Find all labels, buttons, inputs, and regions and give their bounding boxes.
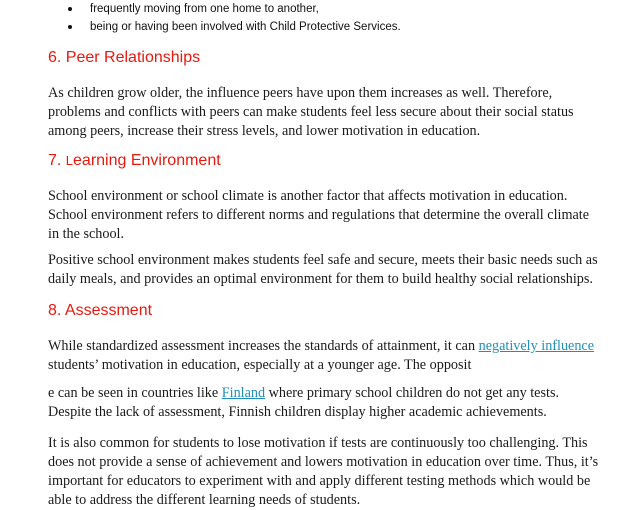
heading-peer-relationships: 6. Peer Relationships — [48, 49, 201, 66]
heading-learning-environment — [48, 151, 221, 171]
heading-number: 7. — [48, 152, 66, 169]
text-line: School environment refers to different norms and regulations that determine the overall climate — [48, 207, 590, 223]
paragraph-test-motivation — [48, 434, 608, 510]
paragraph-school-environment — [48, 187, 608, 244]
negatively-influence-link[interactable]: negatively influence — [478, 338, 595, 354]
text-line: As children grow older, the influence peers have upon them increases as well. Therefore, — [48, 85, 553, 101]
text-line: daily meals, and provides an optimal environment for them to build healthy social relationships. — [48, 271, 593, 287]
text-line: problems and conflicts with peers can make students feel less secure about their social status — [48, 104, 574, 120]
text-line — [48, 337, 608, 356]
bullet-text: frequently moving from one home to another, — [90, 3, 319, 15]
finland-link[interactable]: Finland — [221, 385, 266, 401]
text-line: Despite the lack of assessment, Finnish children display higher academic achievements. — [48, 404, 547, 420]
heading-rest: earning Environment — [73, 152, 221, 169]
text-line: students’ motivation in education, especially at a younger age. The opposit — [48, 357, 472, 373]
text-segment: where primary school children do not get any tests. — [265, 385, 560, 401]
text-line: Positive school environment makes students feel safe and secure, meets their basic needs such as — [48, 252, 598, 268]
text-line: among peers, increase their stress levels, and lower motivation in education. — [48, 123, 481, 139]
text-line: important for educators to experiment with and apply different testing methods which would be — [48, 473, 591, 489]
list-item — [66, 0, 401, 18]
bullet-list — [66, 0, 401, 36]
list-item — [66, 18, 401, 36]
paragraph-finland — [48, 384, 608, 422]
paragraph-positive-environment — [48, 251, 608, 289]
text-line: It is also common for students to lose motivation if tests are continuously too challenging. This — [48, 435, 588, 451]
paragraph-peer-relationships — [48, 84, 608, 141]
heading-initial: L — [65, 153, 74, 168]
text-line: able to address the different learning needs of students. — [48, 492, 361, 508]
text-line: does not provide a sense of achievement and lowers motivation in education over time. Thus, it’s — [48, 454, 599, 470]
bullet-icon — [68, 25, 72, 29]
paragraph-standardized-assessment — [48, 337, 608, 375]
text-line: School environment or school climate is another factor that affects motivation in education. — [48, 188, 568, 204]
bullet-icon — [68, 7, 72, 11]
text-segment: e can be seen in countries like — [48, 385, 222, 401]
heading-assessment: 8. Assessment — [48, 302, 153, 319]
text-line: in the school. — [48, 226, 125, 242]
text-segment: While standardized assessment increases the standards of attainment, it can — [48, 338, 479, 354]
text-line — [48, 384, 608, 403]
bullet-text: being or having been involved with Child Protective Services. — [90, 21, 401, 33]
